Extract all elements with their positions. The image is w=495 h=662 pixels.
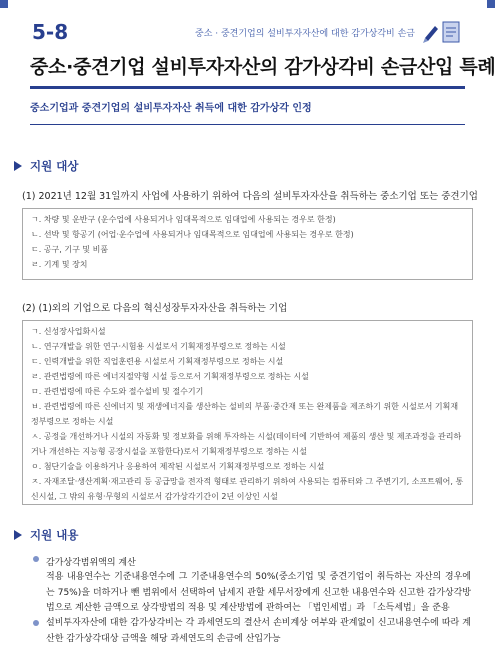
list-item: ㅇ. 첨단기술을 이용하거나 응용하여 제작된 시설로서 기획재정부령으로 정하는 시설 <box>31 462 325 471</box>
support-content-heading: 지원 내용 <box>14 527 78 543</box>
bullet-icon <box>32 553 42 563</box>
list-item: ㅂ. 관련법령에 따른 신에너지 및 재생에너지를 생산하는 설비의 부품·중간재 또는 완제품을 제조하기 위한 시설로서 기획재정부령으로 정하는 시설 <box>31 402 459 426</box>
support-target-heading: 지원 대상 <box>14 158 78 174</box>
triangle-bullet-icon <box>14 161 22 171</box>
asset-list-box-1 <box>22 208 473 280</box>
list-item: ㄴ. 선박 및 항공기 (어업·운수업에 사용되거나 임대목적으로 임대업에 사용되는 경우로 한정) <box>31 230 354 239</box>
section-number: 5-8 <box>32 20 69 44</box>
target-paragraph-2: (2) (1)외의 기업으로 다음의 혁신성장투자자산을 취득하는 기업 <box>22 303 288 314</box>
corner-mark <box>0 0 8 8</box>
list-item: ㄴ. 연구개발을 위한 연구·시험용 시설로서 기획재정부령으로 정하는 시설 <box>31 342 286 351</box>
subtitle-divider <box>30 124 465 125</box>
title-divider <box>30 86 465 89</box>
list-item: ㄹ. 기계 및 장치 <box>31 260 88 269</box>
asset-list-box-2 <box>22 320 473 505</box>
bullet-icon <box>32 617 42 627</box>
list-item: ㅈ. 자재조달·생산계획·재고관리 등 공급망을 전자적 형태로 관리하기 위하여 사용되는 컴퓨터와 그 주변기기, 소프트웨어, 통신시설, 그 밖의 유형·무형의 시설로서 감가상각기간이 2년 이상인 시설 <box>31 477 464 501</box>
triangle-bullet-icon <box>14 530 22 540</box>
bullet-1-title: 감가상각범위액의 계산 <box>46 558 136 568</box>
document-pen-icon <box>419 18 467 44</box>
target-paragraph-1: (1) 2021년 12월 31일까지 사업에 사용하기 위하여 다음의 설비투자자산을 취득하는 중소기업 또는 중견기업 <box>22 191 478 202</box>
bullet-2-text: 설비투자자산에 대한 감가상각비는 각 과세연도의 결산서 손비계상 여부와 관계없이 신고내용연수에 따라 계산한 감가상각대상 금액을 해당 과세연도의 손금에 산입가능 <box>46 618 471 644</box>
list-item: ㄷ. 인력개발을 위한 직업훈련용 시설로서 기획재정부령으로 정하는 시설 <box>31 357 284 366</box>
header-caption: 중소 · 중견기업의 설비투자자산에 대한 감가상각비 손금 <box>195 29 415 39</box>
list-item: ㄷ. 공구, 기구 및 비품 <box>31 245 109 254</box>
list-item: ㅁ. 관련법령에 따른 수도와 절수설비 및 절수기기 <box>31 387 204 396</box>
page-title: 중소·중견기업 설비투자자산의 감가상각비 손금산입 특례 <box>30 56 495 78</box>
bullet-1-text: 적용 내용연수는 기준내용연수에 그 기준내용연수의 50%(중소기업 및 중견기업이 취득하는 자산의 경우에는 75%)을 더하거나 뺀 범위에서 선택하여 납세지 관할 세무서장에게 신고한 내용연수와 신고한 감가상각방법으로 계산한 금액으로 상각방법의 적용 및 계산방법에 관하여는 「법인세법」과 「소득세법」을 준용 <box>46 572 471 613</box>
corner-mark-right <box>487 0 495 8</box>
list-item: ㅅ. 공정을 개선하거나 시설의 자동화 및 정보화를 위해 투자하는 시설(데이터에 기반하여 제품의 생산 및 제조과정을 관리하거나 개선하는 지능형 공장시설을 포함한다)로서 기획재정부령으로 정하는 시설 <box>31 432 462 456</box>
list-item: ㄱ. 신성장사업화시설 <box>31 327 106 336</box>
page-subtitle: 중소기업과 중견기업의 설비투자자산 취득에 대한 감가상각 인정 <box>30 103 312 114</box>
list-item: ㄹ. 관련법령에 따른 에너지절약형 시설 등으로서 기획재정부령으로 정하는 시설 <box>31 372 309 381</box>
list-item: ㄱ. 차량 및 운반구 (운수업에 사용되거나 임대목적으로 임대업에 사용되는 경우로 한정) <box>31 215 336 224</box>
